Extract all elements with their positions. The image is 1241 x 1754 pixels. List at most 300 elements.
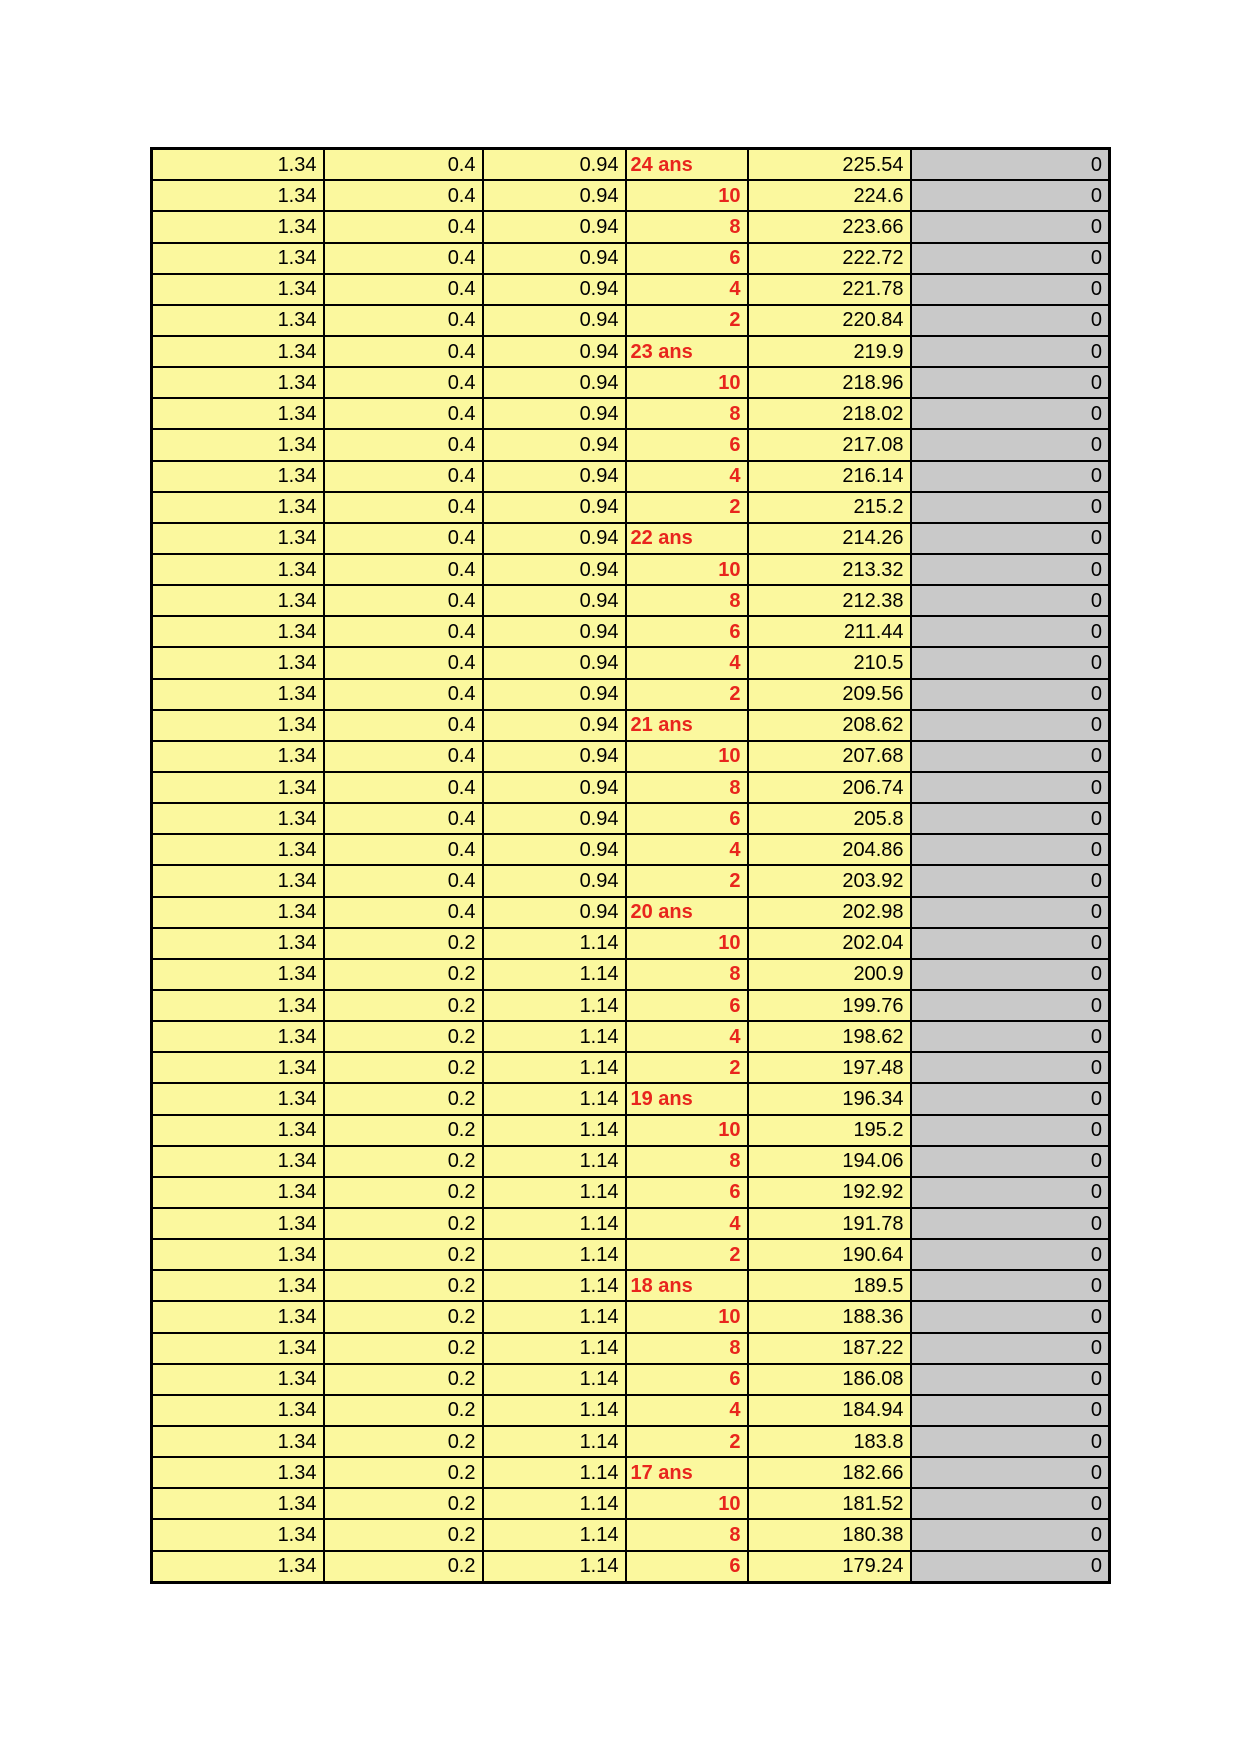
cell-result-zero: 0 [911,1208,1110,1239]
table-row [152,1457,1110,1488]
cell-col2-value: 0.2 [324,1083,483,1114]
cell-col3-value: 0.94 [483,180,626,211]
cell-amount: 199.76 [748,990,911,1021]
cell-result-zero: 0 [911,1177,1110,1208]
cell-amount: 202.04 [748,928,911,959]
cell-age-duration: 23 ans [626,336,748,367]
cell-col3-value: 1.14 [483,1208,626,1239]
cell-result-zero: 0 [911,865,1110,896]
cell-result-zero: 0 [911,616,1110,647]
cell-amount: 207.68 [748,741,911,772]
cell-result-zero: 0 [911,1146,1110,1177]
cell-col2-value: 0.4 [324,741,483,772]
cell-result-zero: 0 [911,274,1110,305]
table-row [152,1052,1110,1083]
cell-col3-value: 1.14 [483,1115,626,1146]
table-row [152,1488,1110,1519]
cell-col3-value: 1.14 [483,1519,626,1550]
cell-age-duration: 10 [626,180,748,211]
cell-col3-value: 0.94 [483,211,626,242]
cell-col2-value: 0.4 [324,710,483,741]
cell-col2-value: 0.4 [324,243,483,274]
cell-col1-value: 1.34 [152,1239,324,1270]
cell-age-duration: 2 [626,305,748,336]
table-row [152,367,1110,398]
cell-result-zero: 0 [911,336,1110,367]
cell-age-duration: 8 [626,1146,748,1177]
cell-amount: 189.5 [748,1270,911,1301]
cell-col2-value: 0.2 [324,1551,483,1583]
cell-col3-value: 0.94 [483,679,626,710]
table-row [152,211,1110,242]
cell-col3-value: 1.14 [483,1177,626,1208]
cell-col2-value: 0.2 [324,1457,483,1488]
cell-col1-value: 1.34 [152,897,324,928]
cell-age-duration: 4 [626,1395,748,1426]
cell-col1-value: 1.34 [152,367,324,398]
cell-col1-value: 1.34 [152,803,324,834]
cell-col1-value: 1.34 [152,211,324,242]
cell-amount: 225.54 [748,149,911,181]
cell-col1-value: 1.34 [152,1052,324,1083]
cell-col2-value: 0.4 [324,772,483,803]
table-row [152,710,1110,741]
cell-amount: 221.78 [748,274,911,305]
cell-amount: 180.38 [748,1519,911,1550]
cell-col1-value: 1.34 [152,1021,324,1052]
cell-col1-value: 1.34 [152,834,324,865]
cell-amount: 200.9 [748,959,911,990]
cell-amount: 212.38 [748,585,911,616]
cell-age-duration: 8 [626,1519,748,1550]
cell-age-duration: 10 [626,928,748,959]
cell-amount: 186.08 [748,1364,911,1395]
cell-col2-value: 0.4 [324,305,483,336]
cell-amount: 188.36 [748,1301,911,1332]
cell-result-zero: 0 [911,149,1110,181]
cell-amount: 215.2 [748,492,911,523]
cell-age-duration: 10 [626,1301,748,1332]
cell-amount: 214.26 [748,523,911,554]
cell-col1-value: 1.34 [152,1270,324,1301]
cell-col3-value: 0.94 [483,897,626,928]
cell-result-zero: 0 [911,1083,1110,1114]
cell-col1-value: 1.34 [152,492,324,523]
cell-age-duration: 18 ans [626,1270,748,1301]
cell-col2-value: 0.4 [324,585,483,616]
cell-col3-value: 0.94 [483,492,626,523]
cell-amount: 219.9 [748,336,911,367]
cell-col2-value: 0.2 [324,1395,483,1426]
table-row [152,679,1110,710]
cell-result-zero: 0 [911,803,1110,834]
cell-col2-value: 0.4 [324,367,483,398]
cell-col1-value: 1.34 [152,149,324,181]
cell-result-zero: 0 [911,305,1110,336]
table-row [152,990,1110,1021]
cell-result-zero: 0 [911,1052,1110,1083]
cell-result-zero: 0 [911,647,1110,678]
cell-col3-value: 1.14 [483,1083,626,1114]
cell-col2-value: 0.2 [324,1333,483,1364]
cell-col2-value: 0.2 [324,1115,483,1146]
table-row [152,1333,1110,1364]
table-row [152,1208,1110,1239]
cell-age-duration: 6 [626,1177,748,1208]
cell-col1-value: 1.34 [152,398,324,429]
table-row [152,305,1110,336]
table-row [152,554,1110,585]
cell-age-duration: 4 [626,1021,748,1052]
cell-col2-value: 0.4 [324,616,483,647]
cell-amount: 224.6 [748,180,911,211]
cell-col3-value: 1.14 [483,1457,626,1488]
cell-col2-value: 0.4 [324,865,483,896]
cell-col2-value: 0.2 [324,1239,483,1270]
cell-col1-value: 1.34 [152,679,324,710]
cell-col2-value: 0.2 [324,1488,483,1519]
cell-age-duration: 21 ans [626,710,748,741]
cell-col2-value: 0.4 [324,897,483,928]
cell-age-duration: 17 ans [626,1457,748,1488]
cell-result-zero: 0 [911,367,1110,398]
cell-result-zero: 0 [911,772,1110,803]
cell-col2-value: 0.2 [324,1364,483,1395]
cell-col1-value: 1.34 [152,741,324,772]
table-row [152,1239,1110,1270]
cell-age-duration: 6 [626,243,748,274]
cell-age-duration: 4 [626,1208,748,1239]
cell-col2-value: 0.4 [324,523,483,554]
cell-col1-value: 1.34 [152,523,324,554]
cell-col1-value: 1.34 [152,1426,324,1457]
cell-result-zero: 0 [911,1270,1110,1301]
cell-result-zero: 0 [911,710,1110,741]
cell-amount: 206.74 [748,772,911,803]
table-row [152,149,1110,181]
cell-col2-value: 0.4 [324,149,483,181]
cell-amount: 202.98 [748,897,911,928]
cell-result-zero: 0 [911,990,1110,1021]
cell-result-zero: 0 [911,834,1110,865]
cell-amount: 210.5 [748,647,911,678]
table-row [152,616,1110,647]
cell-result-zero: 0 [911,429,1110,460]
cell-col3-value: 0.94 [483,741,626,772]
cell-col3-value: 0.94 [483,429,626,460]
cell-col3-value: 1.14 [483,1052,626,1083]
cell-amount: 195.2 [748,1115,911,1146]
table-row [152,243,1110,274]
cell-result-zero: 0 [911,211,1110,242]
cell-col3-value: 0.94 [483,305,626,336]
cell-result-zero: 0 [911,523,1110,554]
cell-col3-value: 0.94 [483,149,626,181]
cell-result-zero: 0 [911,1364,1110,1395]
cell-col2-value: 0.4 [324,398,483,429]
cell-amount: 204.86 [748,834,911,865]
cell-col2-value: 0.2 [324,959,483,990]
cell-result-zero: 0 [911,1301,1110,1332]
cell-amount: 184.94 [748,1395,911,1426]
cell-result-zero: 0 [911,1115,1110,1146]
cell-col3-value: 0.94 [483,803,626,834]
cell-age-duration: 6 [626,990,748,1021]
cell-age-duration: 2 [626,1239,748,1270]
cell-col1-value: 1.34 [152,1301,324,1332]
cell-amount: 208.62 [748,710,911,741]
cell-col3-value: 0.94 [483,616,626,647]
cell-age-duration: 2 [626,492,748,523]
cell-col3-value: 0.94 [483,865,626,896]
cell-col1-value: 1.34 [152,1333,324,1364]
cell-age-duration: 20 ans [626,897,748,928]
cell-col3-value: 1.14 [483,1333,626,1364]
cell-age-duration: 10 [626,554,748,585]
cell-col3-value: 1.14 [483,990,626,1021]
cell-amount: 218.96 [748,367,911,398]
cell-col3-value: 0.94 [483,461,626,492]
cell-amount: 190.64 [748,1239,911,1270]
cell-col1-value: 1.34 [152,710,324,741]
cell-col3-value: 0.94 [483,772,626,803]
cell-col3-value: 0.94 [483,367,626,398]
table-row [152,834,1110,865]
cell-col2-value: 0.2 [324,1426,483,1457]
cell-col1-value: 1.34 [152,429,324,460]
cell-amount: 211.44 [748,616,911,647]
table-row [152,180,1110,211]
cell-age-duration: 4 [626,274,748,305]
cell-age-duration: 6 [626,1364,748,1395]
cell-age-duration: 6 [626,429,748,460]
cell-amount: 183.8 [748,1426,911,1457]
cell-col3-value: 1.14 [483,1270,626,1301]
cell-col2-value: 0.2 [324,1021,483,1052]
cell-col2-value: 0.4 [324,336,483,367]
cell-result-zero: 0 [911,1426,1110,1457]
cell-col1-value: 1.34 [152,461,324,492]
cell-age-duration: 2 [626,1052,748,1083]
cell-age-duration: 8 [626,211,748,242]
cell-result-zero: 0 [911,1021,1110,1052]
cell-amount: 222.72 [748,243,911,274]
cell-age-duration: 19 ans [626,1083,748,1114]
table-row [152,897,1110,928]
cell-col2-value: 0.2 [324,1208,483,1239]
table-row [152,429,1110,460]
cell-col2-value: 0.2 [324,1519,483,1550]
cell-col2-value: 0.4 [324,492,483,523]
cell-amount: 197.48 [748,1052,911,1083]
cell-age-duration: 10 [626,367,748,398]
cell-result-zero: 0 [911,928,1110,959]
cell-col3-value: 0.94 [483,398,626,429]
cell-result-zero: 0 [911,1239,1110,1270]
cell-col1-value: 1.34 [152,305,324,336]
cell-col2-value: 0.4 [324,180,483,211]
cell-age-duration: 10 [626,741,748,772]
table-row [152,585,1110,616]
table-row [152,523,1110,554]
cell-col1-value: 1.34 [152,1488,324,1519]
cell-col2-value: 0.4 [324,679,483,710]
cell-col3-value: 1.14 [483,1146,626,1177]
cell-col1-value: 1.34 [152,1519,324,1550]
cell-col2-value: 0.2 [324,990,483,1021]
cell-col3-value: 0.94 [483,336,626,367]
table-row [152,772,1110,803]
table-row [152,492,1110,523]
table-row [152,1270,1110,1301]
cell-result-zero: 0 [911,1519,1110,1550]
cell-age-duration: 8 [626,585,748,616]
cell-col1-value: 1.34 [152,554,324,585]
cell-col3-value: 0.94 [483,523,626,554]
cell-col3-value: 0.94 [483,554,626,585]
table-row [152,1301,1110,1332]
cell-col3-value: 1.14 [483,1021,626,1052]
cell-age-duration: 4 [626,834,748,865]
cell-col2-value: 0.2 [324,1301,483,1332]
cell-age-duration: 2 [626,1426,748,1457]
table-row [152,1519,1110,1550]
cell-amount: 203.92 [748,865,911,896]
cell-result-zero: 0 [911,897,1110,928]
cell-result-zero: 0 [911,959,1110,990]
cell-col3-value: 0.94 [483,834,626,865]
cell-result-zero: 0 [911,554,1110,585]
cell-age-duration: 4 [626,647,748,678]
cell-col1-value: 1.34 [152,865,324,896]
cell-col3-value: 1.14 [483,1239,626,1270]
table-row [152,803,1110,834]
cell-col2-value: 0.2 [324,928,483,959]
cell-col1-value: 1.34 [152,647,324,678]
cell-age-duration: 8 [626,772,748,803]
cell-result-zero: 0 [911,461,1110,492]
table-body [152,149,1110,1583]
table-row [152,1426,1110,1457]
cell-col3-value: 1.14 [483,1551,626,1583]
cell-result-zero: 0 [911,1488,1110,1519]
cell-age-duration: 4 [626,461,748,492]
cell-result-zero: 0 [911,492,1110,523]
cell-amount: 218.02 [748,398,911,429]
table-row [152,865,1110,896]
cell-result-zero: 0 [911,741,1110,772]
cell-amount: 191.78 [748,1208,911,1239]
cell-col3-value: 1.14 [483,1488,626,1519]
cell-col3-value: 1.14 [483,959,626,990]
cell-col1-value: 1.34 [152,1177,324,1208]
cell-col2-value: 0.4 [324,803,483,834]
table-row [152,959,1110,990]
table-row [152,398,1110,429]
cell-col2-value: 0.4 [324,461,483,492]
cell-col2-value: 0.4 [324,429,483,460]
cell-amount: 217.08 [748,429,911,460]
cell-age-duration: 8 [626,959,748,990]
cell-amount: 179.24 [748,1551,911,1583]
cell-amount: 182.66 [748,1457,911,1488]
cell-col1-value: 1.34 [152,959,324,990]
table-row [152,1115,1110,1146]
cell-age-duration: 8 [626,1333,748,1364]
cell-col2-value: 0.4 [324,834,483,865]
cell-col2-value: 0.4 [324,211,483,242]
cell-col1-value: 1.34 [152,1364,324,1395]
cell-age-duration: 10 [626,1488,748,1519]
cell-col2-value: 0.4 [324,554,483,585]
spreadsheet-table [150,147,1111,1584]
cell-result-zero: 0 [911,398,1110,429]
table-row [152,1146,1110,1177]
cell-col1-value: 1.34 [152,180,324,211]
table-row [152,1021,1110,1052]
table-row [152,1177,1110,1208]
table-row [152,928,1110,959]
cell-amount: 187.22 [748,1333,911,1364]
cell-col1-value: 1.34 [152,1146,324,1177]
cell-age-duration: 6 [626,616,748,647]
cell-col3-value: 1.14 [483,1364,626,1395]
cell-col3-value: 0.94 [483,647,626,678]
cell-amount: 209.56 [748,679,911,710]
table-row [152,1364,1110,1395]
cell-col3-value: 0.94 [483,243,626,274]
cell-col2-value: 0.2 [324,1270,483,1301]
cell-col1-value: 1.34 [152,243,324,274]
cell-result-zero: 0 [911,1333,1110,1364]
cell-col1-value: 1.34 [152,1083,324,1114]
table-row [152,336,1110,367]
cell-amount: 223.66 [748,211,911,242]
cell-age-duration: 24 ans [626,149,748,181]
cell-col3-value: 1.14 [483,1426,626,1457]
cell-amount: 181.52 [748,1488,911,1519]
cell-amount: 196.34 [748,1083,911,1114]
table-row [152,1551,1110,1583]
cell-result-zero: 0 [911,1551,1110,1583]
cell-age-duration: 22 ans [626,523,748,554]
cell-result-zero: 0 [911,1395,1110,1426]
cell-col1-value: 1.34 [152,1395,324,1426]
cell-col1-value: 1.34 [152,336,324,367]
cell-col1-value: 1.34 [152,616,324,647]
cell-result-zero: 0 [911,180,1110,211]
cell-col1-value: 1.34 [152,1457,324,1488]
cell-col2-value: 0.4 [324,647,483,678]
cell-amount: 213.32 [748,554,911,585]
cell-amount: 194.06 [748,1146,911,1177]
cell-col3-value: 1.14 [483,1395,626,1426]
cell-result-zero: 0 [911,243,1110,274]
cell-age-duration: 6 [626,1551,748,1583]
cell-result-zero: 0 [911,679,1110,710]
cell-col1-value: 1.34 [152,772,324,803]
cell-amount: 220.84 [748,305,911,336]
cell-col2-value: 0.2 [324,1177,483,1208]
cell-col2-value: 0.2 [324,1146,483,1177]
table-row [152,461,1110,492]
cell-col3-value: 1.14 [483,928,626,959]
cell-result-zero: 0 [911,585,1110,616]
cell-col1-value: 1.34 [152,990,324,1021]
table-row [152,741,1110,772]
cell-age-duration: 8 [626,398,748,429]
cell-amount: 192.92 [748,1177,911,1208]
